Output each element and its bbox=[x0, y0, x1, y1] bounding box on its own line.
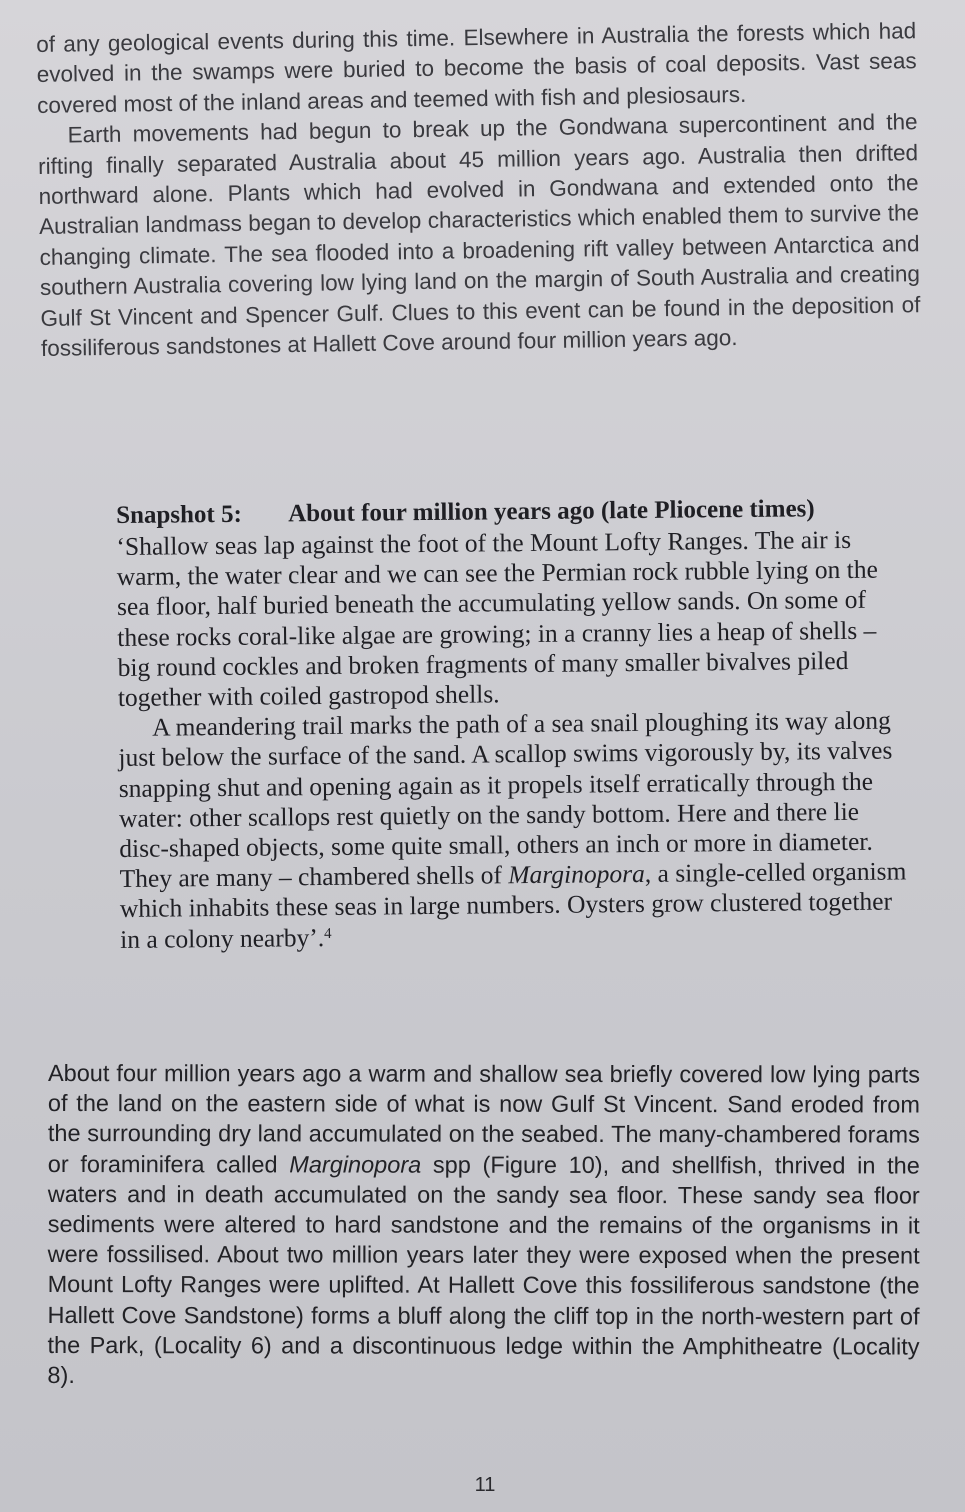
quote-genus-name: Marginopora bbox=[508, 859, 645, 890]
closing-text bbox=[47, 1058, 920, 1392]
intro-paragraph-2: Earth movements had begun to break up the Gondwana supercontinent and the rifting finally separated Australia about 45 million years ago. Australia then drifted northward alone. Plants which had evolved in Gondwana and extended onto the Australian landmass began to develop characteristics which enabled them to survive the changing climate. The sea flooded into a broadening rift valley between Antarctica and southern Australia covering low lying land on the margin of South Australia and creating Gulf St Vincent and Spencer Gulf. Clues to this event can be found in the deposition of fossiliferous sandstones at Hallett Cove around four million years ago. bbox=[37, 109, 921, 362]
page-number: 11 bbox=[474, 1474, 496, 1496]
quote-text-after: , a single-celled organism which inhabits these seas in large numbers. Oysters grow clustered together in a colony nearby’. bbox=[119, 856, 907, 954]
closing-text-before: About four million years ago a warm and shallow sea briefly covered low lying parts of the land on the eastern side of what is now Gulf St Vincent. Sand eroded from the surrounding dry land accumulated on the seabed. The many-chambered forams or foraminifera called bbox=[47, 1060, 920, 1178]
snapshot-label: Snapshot 5: bbox=[116, 500, 243, 529]
quote-text-before: A meandering trail marks the path of a sea snail ploughing its way along just below the surface of the sand. A scallop swims vigorously by, its valves snapping shut and opening again as it propels itself erratically through the water: other scallops rest quietly on the sandy bottom. Here and there lie disc-shaped objects, some quite small, others an inch or more in diameter. They are many – chambered shells of bbox=[118, 705, 893, 894]
snapshot-quote-paragraph-1: ‘Shallow seas lap against the foot of the Mount Lofty Ranges. The air is warm, the water clear and we can see the Permian rock rubble lying on the sea floor, half buried beneath the accumulating yellow sands. On some of these rocks coral-like algae are growing; in a cranny lies a heap of shells – big round cockles and broken fragments of many smaller bivalves piled together with coiled gastropod shells. bbox=[116, 524, 878, 713]
intro-text bbox=[36, 16, 921, 364]
closing-genus-name: Marginopora bbox=[289, 1151, 422, 1178]
closing-text-after: spp (Figure 10), and shellfish, thrived in the waters and in death accumulated on the sandy sea floor. These sandy sea floor sediments were altered to hard sandstone and the remains of the organisms in it were fossilised. About two million years later they were exposed when the present Mount Lofty Ranges were uplifted. At Hallett Cove this fossiliferous sandstone (the Hallett Cove Sandstone) forms a bluff along the cliff top in the north-western part of the Park, (Locality 6) and a discontinuous ledge within the Amphitheatre (Locality 8). bbox=[47, 1151, 920, 1389]
snapshot-title: About four million years ago (late Pliocene times) bbox=[288, 495, 815, 528]
closing-paragraph bbox=[47, 1058, 920, 1392]
snapshot-quote-block bbox=[116, 492, 910, 954]
intro-paragraph-1: of any geological events during this time. Elsewhere in Australia the forests which had evolved in the swamps were buried to become the basis of coal deposits. Vast seas covered most of the inland areas and teemed with fish and plesiosaurs. bbox=[36, 18, 917, 118]
snapshot-quote-paragraph-2 bbox=[118, 706, 910, 955]
footnote-reference: 4 bbox=[324, 925, 332, 942]
